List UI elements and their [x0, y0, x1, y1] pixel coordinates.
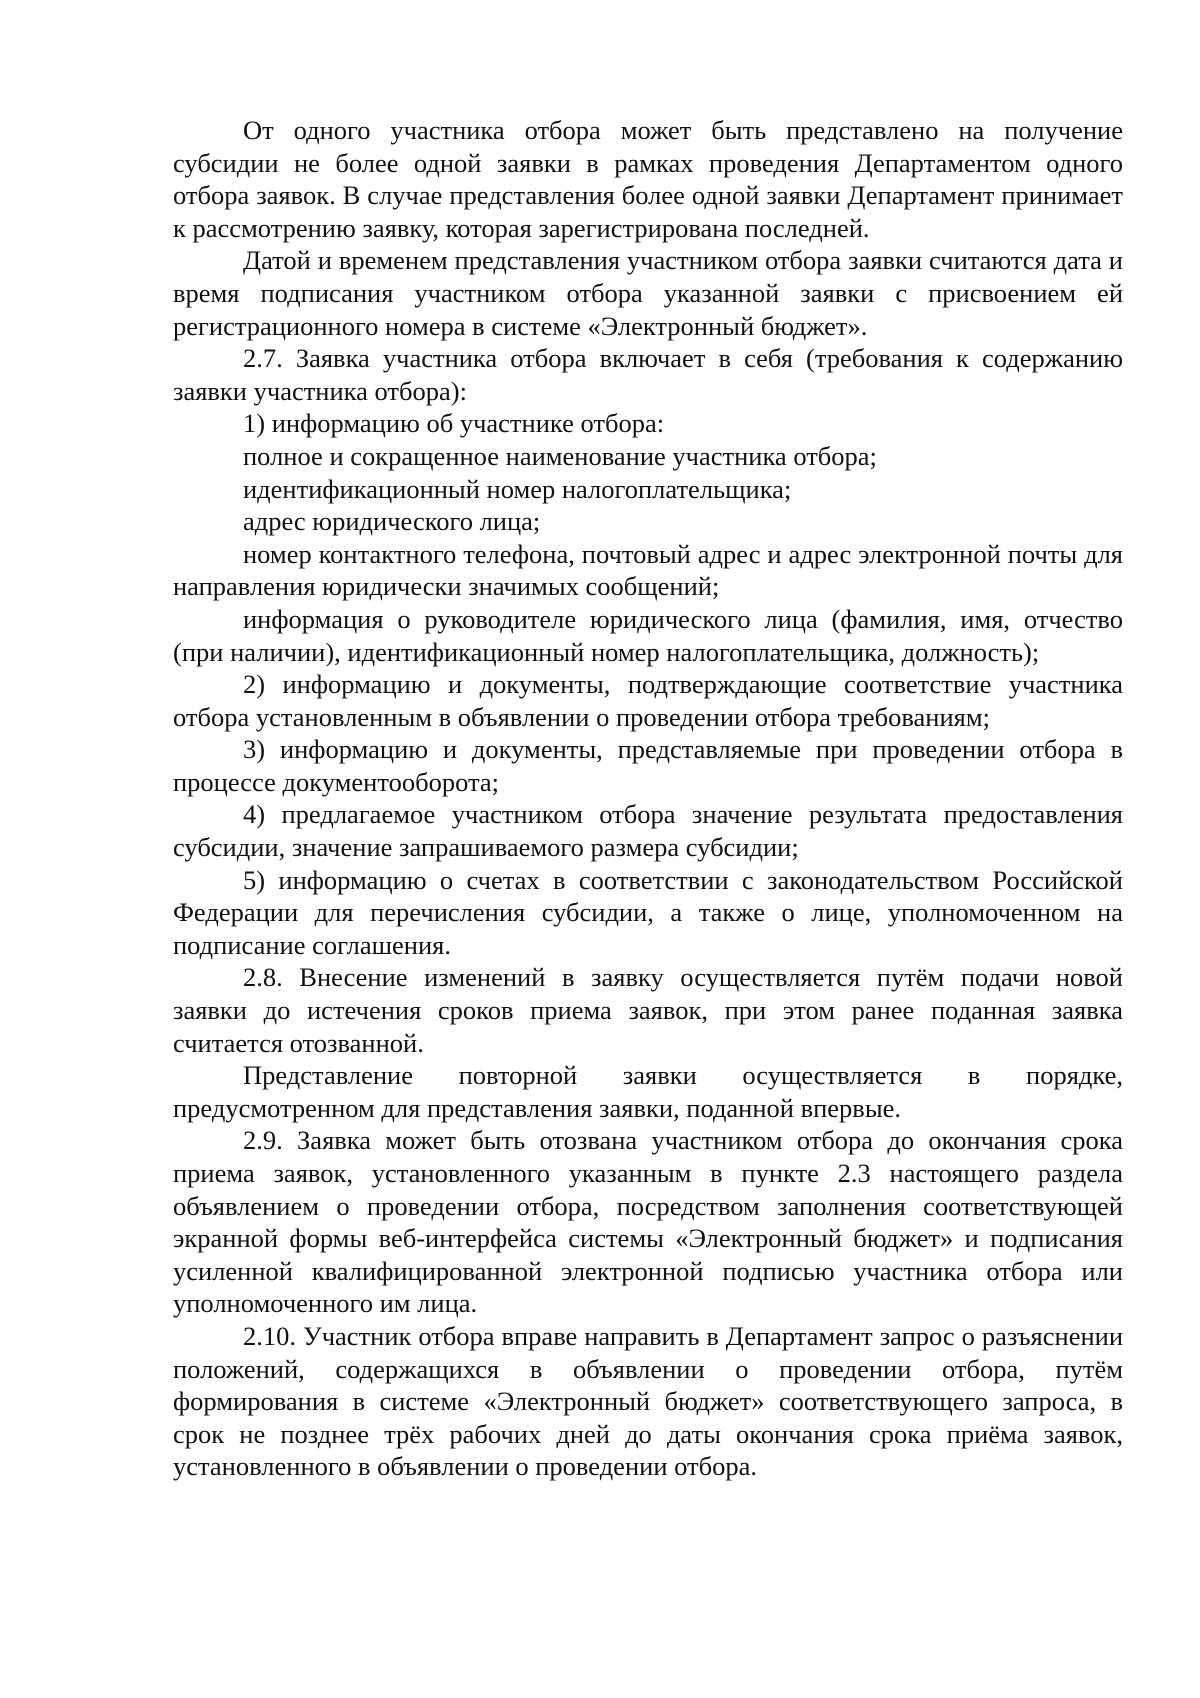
- paragraph-one-application-limit: От одного участника отбора может быть представлено на получение субсидии не более одной заявки в рамках проведения Департаментом одного отбора заявок. В случае представления более одной заявки Департамент принимает к рассмотрению заявку, которая зарегистрирована последней.: [173, 115, 1123, 243]
- paragraph-item-1: 1) информацию об участнике отбора:: [243, 408, 665, 439]
- paragraph-item-4: 4) предлагаемое участником отбора значение результата предоставления субсидии, значение запрашиваемого размера субсидии;: [173, 799, 1123, 863]
- document-body: [173, 114, 1123, 1483]
- paragraph-2-9: 2.9. Заявка может быть отозвана участником отбора до окончания срока приема заявок, установленного указанным в пункте 2.3 настоящего раздела объявлением о проведении отбора, посредством заполнения соответствующей экранной формы веб-интерфейса системы «Электронный бюджет» и подписания усиленной квалифицированной электронной подписью участника отбора или уполномоченного им лица.: [173, 1125, 1123, 1319]
- paragraph-item-5: 5) информацию о счетах в соответствии с законодательством Российской Федерации для перечисления субсидии, а также о лице, уполномоченном на подписание соглашения.: [173, 864, 1123, 960]
- paragraph-2-7: 2.7. Заявка участника отбора включает в себя (требования к содержанию заявки участника отбора):: [173, 343, 1123, 406]
- paragraph-inn: идентификационный номер налогоплательщика;: [243, 473, 792, 504]
- paragraph-item-3: 3) информацию и документы, представляемые при проведении отбора в процессе документооборота;: [173, 734, 1123, 797]
- paragraph-legal-address: адрес юридического лица;: [243, 506, 541, 537]
- paragraph-resubmission: Представление повторной заявки осуществляется в порядке, предусмотренном для представления заявки, поданной впервые.: [173, 1060, 1123, 1123]
- paragraph-full-name: полное и сокращенное наименование участника отбора;: [243, 440, 877, 471]
- paragraph-2-10: 2.10. Участник отбора вправе направить в Департамент запрос о разъяснении положений, содержащихся в объявлении о проведении отбора, путём формирования в системе «Электронный бюджет» соответствующего запроса, в срок не позднее трёх рабочих дней до даты окончания срока приёма заявок, установленного в объявлении о проведении отбора.: [173, 1320, 1123, 1482]
- paragraph-2-8: 2.8. Внесение изменений в заявку осуществляется путём подачи новой заявки до истечения сроков приема заявок, при этом ранее поданная заявка считается отозванной.: [173, 962, 1123, 1058]
- paragraph-item-2: 2) информацию и документы, подтверждающие соответствие участника отбора установленным в объявлении о проведении отбора требованиям;: [173, 669, 1123, 732]
- paragraph-contacts: номер контактного телефона, почтовый адрес и адрес электронной почты для направления юридически значимых сообщений;: [173, 538, 1123, 602]
- paragraph-submission-date: Датой и временем представления участником отбора заявки считаются дата и время подписания участником отбора указанной заявки с присвоением ей регистрационного номера в системе «Электронный бюджет».: [173, 245, 1123, 341]
- paragraph-head-info: информация о руководителе юридического лица (фамилия, имя, отчество (при наличии), идентификационный номер налогоплательщика, должность);: [173, 603, 1123, 667]
